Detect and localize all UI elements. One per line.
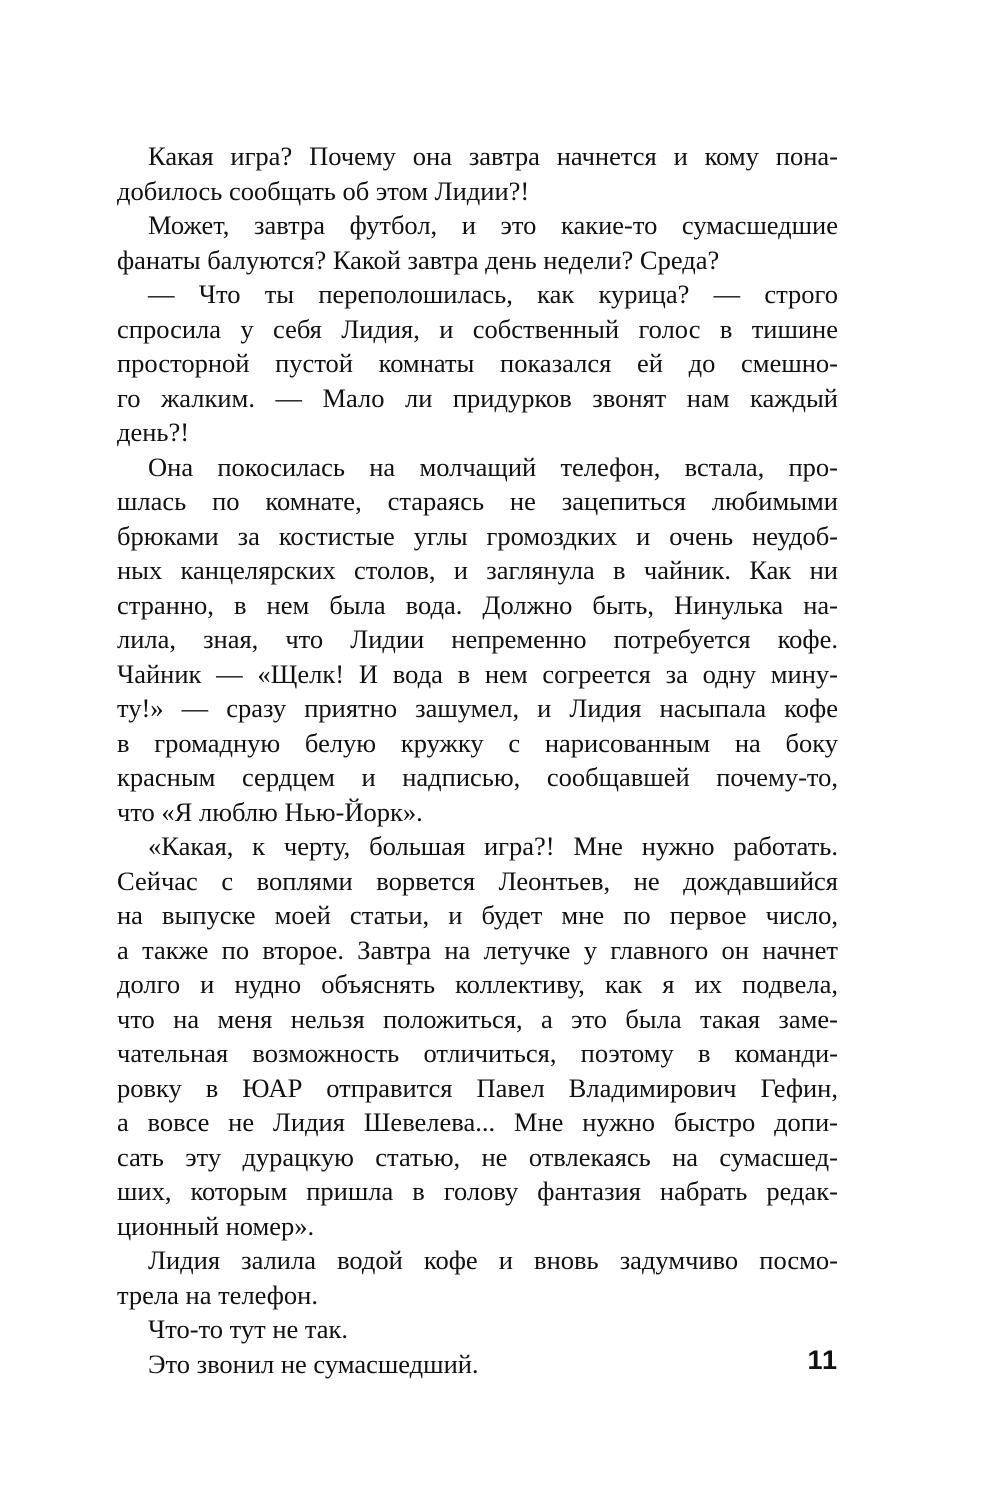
text-line: сать эту дурацкую статью, не отвлекаясь на сумасшед- xyxy=(117,1141,838,1172)
text-line: просторной пустой комнаты показался ей до смешно- xyxy=(117,348,838,378)
text-line: долго и нудно объяснять коллективу, как я их подвела, xyxy=(117,969,838,999)
text-line: спросила у себя Лидия, и собственный голос в тишине xyxy=(117,313,838,344)
text-line: Что-то тут не так. xyxy=(148,1314,349,1344)
text-line: чательная возможность отличиться, поэтому в команди- xyxy=(117,1038,838,1068)
text-line: на выпуске моей статьи, и будет мне по первое число, xyxy=(117,900,838,930)
text-line: шлась по комнате, стараясь не зацепиться любимыми xyxy=(117,486,838,516)
text-line: Это звонил не сумасшедший. xyxy=(148,1348,479,1379)
page-body-text xyxy=(117,139,838,1381)
text-line: Она покосилась на молчащий телефон, встала, про- xyxy=(148,451,838,482)
text-line: ных канцелярских столов, и заглянула в чайник. Как ни xyxy=(117,555,838,585)
text-line: фанаты балуются? Какой завтра день недели? Среда? xyxy=(117,244,720,275)
text-line: го жалким. — Мало ли придурков звонят нам каждый xyxy=(117,382,838,413)
page-number: 11 xyxy=(807,1345,838,1375)
text-line: что на меня нельзя положиться, а это была такая заме- xyxy=(117,1003,838,1034)
text-line: странно, в нем была вода. Должно быть, Нинулька на- xyxy=(117,589,838,620)
text-line: день?! xyxy=(117,417,190,447)
text-line: лила, зная, что Лидии непременно потребуется кофе. xyxy=(117,624,838,654)
text-line: а также по второе. Завтра на летучке у главного он начнет xyxy=(117,934,838,965)
text-line: что «Я люблю Нью-Йорк». xyxy=(117,796,423,827)
text-line: Сейчас с воплями ворвется Леонтьев, не дождавшийся xyxy=(117,865,838,896)
text-line: «Какая, к черту, большая игра?! Мне нужно работать. xyxy=(148,831,838,861)
text-line: добилось сообщать об этом Лидии?! xyxy=(117,175,530,206)
text-line: ровку в ЮАР отправится Павел Владимирович Гефин, xyxy=(117,1072,838,1103)
text-line: трела на телефон. xyxy=(117,1279,318,1310)
text-line: Может, завтра футбол, и это какие-то сумасшедшие xyxy=(148,210,838,240)
text-line: брюками за костистые углы громоздких и очень неудоб- xyxy=(117,520,838,551)
text-line: Чайник — «Щелк! И вода в нем согреется за одну мину- xyxy=(117,658,838,689)
text-line: Лидия залила водой кофе и вновь задумчиво посмо- xyxy=(148,1245,838,1275)
text-line: в громадную белую кружку с нарисованным на боку xyxy=(117,727,838,758)
text-line: ших, которым пришла в голову фантазия набрать редак- xyxy=(117,1176,838,1206)
text-line: Какая игра? Почему она завтра начнется и кому пона- xyxy=(148,141,838,171)
text-line: — Что ты переполошилась, как курица? — строго xyxy=(148,279,838,309)
text-line: ционный номер». xyxy=(117,1210,315,1241)
text-line: красным сердцем и надписью, сообщавшей почему-то, xyxy=(117,762,838,792)
text-line: ту!» — сразу приятно зашумел, и Лидия насыпала кофе xyxy=(117,693,838,723)
text-line: а вовсе не Лидия Шевелева... Мне нужно быстро допи- xyxy=(117,1107,838,1137)
